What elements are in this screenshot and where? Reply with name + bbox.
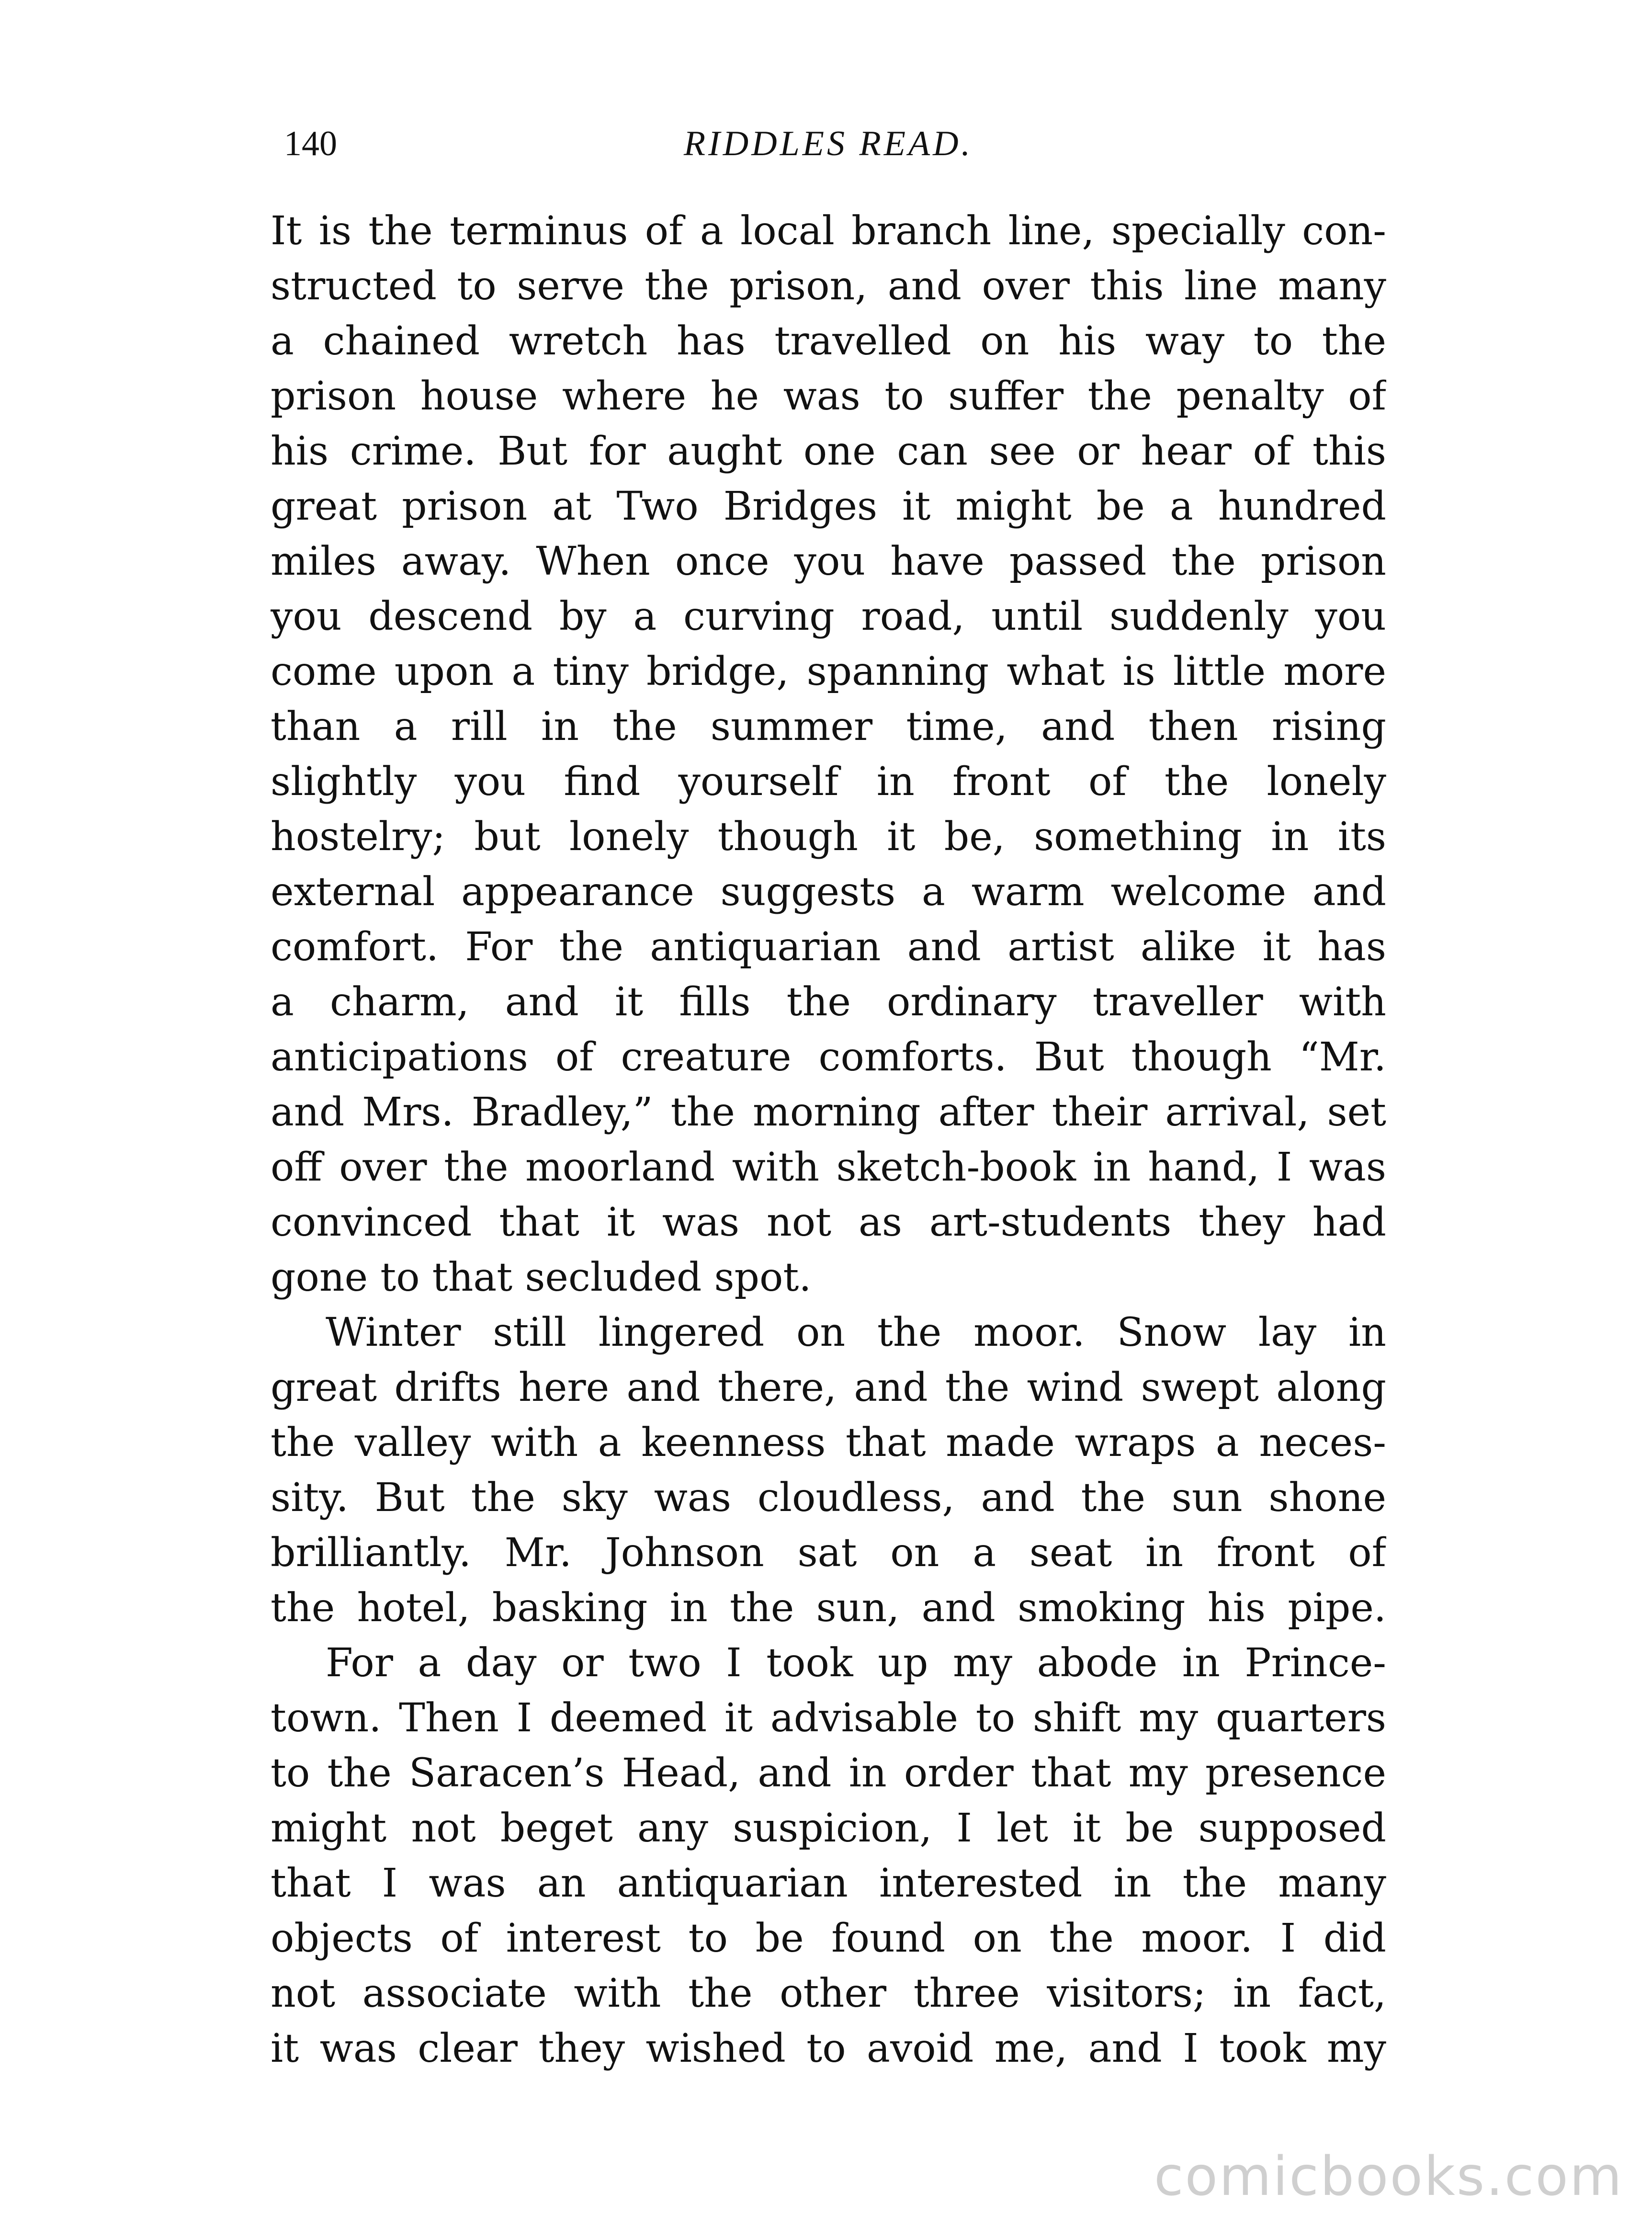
text-line: brilliantly. Mr. Johnson sat on a seat in front of [271,1530,1386,1576]
running-head [271,114,1386,167]
text-line: gone to that secluded spot. [271,1255,812,1300]
text-line: the valley with a keenness that made wraps a neces- [271,1420,1386,1466]
text-line: off over the moorland with sketch-book in hand, I was [271,1145,1386,1190]
watermark: comicbooks.com [1154,2146,1623,2208]
text-line: come upon a tiny bridge, spanning what is little more [271,649,1386,694]
text-line: might not beget any suspicion, I let it be supposed [271,1806,1386,1851]
text-line: you descend by a curving road, until suddenly you [271,594,1386,639]
text-line: prison house where he was to suffer the penalty of [271,374,1386,419]
text-line: Winter still lingered on the moor. Snow lay in [326,1310,1386,1355]
text-line: hostelry; but lonely though it be, something in its [271,814,1386,860]
running-title: RIDDLES READ. [683,124,973,163]
text-line: great prison at Two Bridges it might be a hundred [271,484,1386,529]
text-line: that I was an antiquarian interested in the many [271,1861,1386,1906]
text-line: and Mrs. Bradley,” the morning after their arrival, set [271,1090,1386,1135]
text-line: comfort. For the antiquarian and artist alike it has [271,924,1386,970]
text-line: not associate with the other three visitors; in fact, [271,1971,1386,2016]
text-line: to the Saracen’s Head, and in order that my presence [271,1750,1386,1796]
text-line: objects of interest to be found on the moor. I did [271,1916,1386,1961]
text-line: external appearance suggests a warm welcome and [271,869,1386,915]
text-line: structed to serve the prison, and over this line many [271,263,1386,309]
text-line: it was clear they wished to avoid me, and I took my [271,2026,1386,2071]
text-line: a charm, and it fills the ordinary traveller with [271,979,1386,1025]
text-line: than a rill in the summer time, and then rising [271,704,1386,750]
page-number: 140 [284,124,337,163]
text-line: his crime. But for aught one can see or hear of this [271,429,1386,474]
text-line: a chained wretch has travelled on his way to the [271,318,1386,364]
text-line: sity. But the sky was cloudless, and the sun shone [271,1475,1386,1521]
text-line: For a day or two I took up my abode in Prince- [326,1640,1386,1686]
text-line: It is the terminus of a local branch line, specially con- [271,208,1386,254]
text-line: town. Then I deemed it advisable to shift my quarters [271,1695,1386,1741]
text-line: great drifts here and there, and the wind swept along [271,1365,1386,1410]
text-line: the hotel, basking in the sun, and smoking his pipe. [271,1585,1386,1631]
text-line: anticipations of creature comforts. But though “Mr. [271,1034,1386,1080]
text-line: miles away. When once you have passed the prison [271,539,1386,584]
text-line: convinced that it was not as art-students they had [271,1200,1386,1245]
body-text [271,204,1386,2076]
text-line: slightly you find yourself in front of the lonely [271,759,1386,805]
